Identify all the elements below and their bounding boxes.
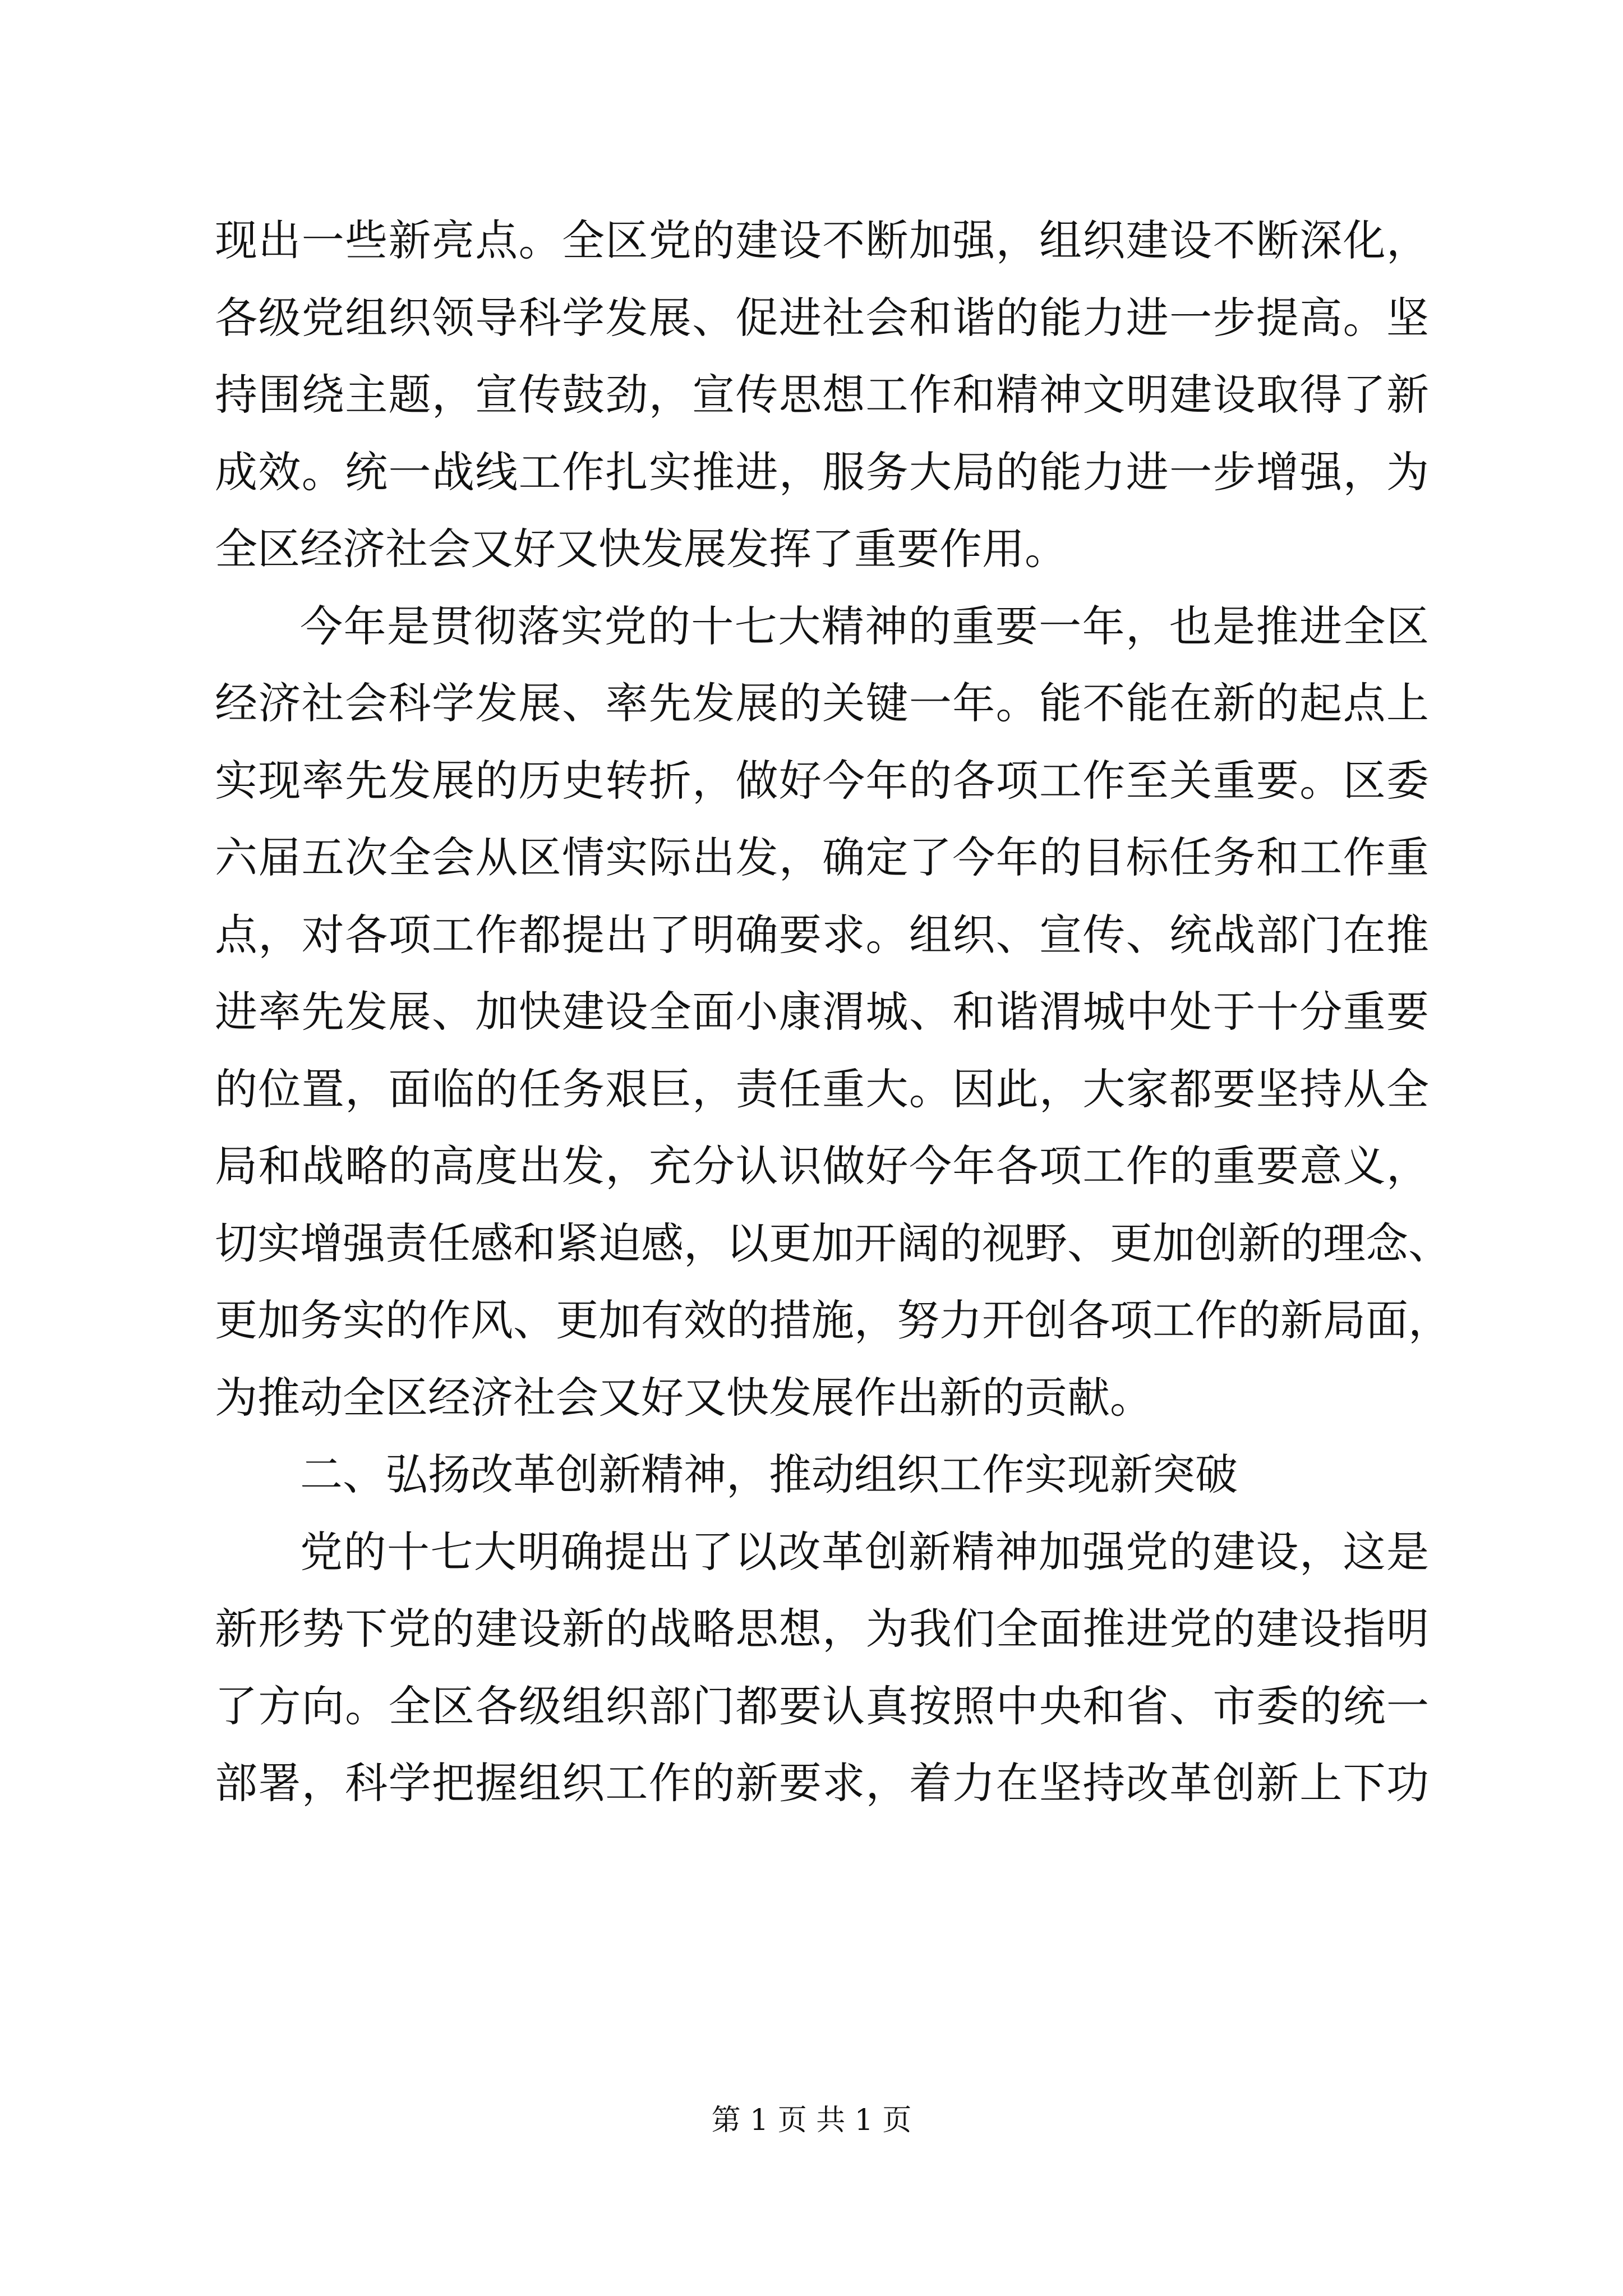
text-line: 成效。统一战线工作扎实推进，服务大局的能力进一步增强，为 <box>215 447 1429 497</box>
text-line: 六届五次全会从区情实际出发，确定了今年的目标任务和工作重 <box>215 832 1429 882</box>
text-line: 的位置，面临的任务艰巨，责任重大。因此，大家都要坚持从全 <box>215 1064 1429 1114</box>
text-line: 为推动全区经济社会又好又快发展作出新的贡献。 <box>215 1372 1152 1423</box>
text-line: 部署，科学把握组织工作的新要求，着力在坚持改革创新上下功 <box>215 1758 1429 1808</box>
text-line: 实现率先发展的历史转折，做好今年的各项工作至关重要。区委 <box>215 755 1429 806</box>
text-line: 切实增强责任感和紧迫感，以更加开阔的视野、更加创新的理念、 <box>215 1218 1451 1268</box>
text-line: 局和战略的高度出发，充分认识做好今年各项工作的重要意义， <box>215 1141 1429 1191</box>
paragraph-first-line: 党的十七大明确提出了以改革创新精神加强党的建设，这是 <box>300 1526 1429 1577</box>
section-heading: 二、弘扬改革创新精神，推动组织工作实现新突破 <box>300 1450 1238 1499</box>
text-line: 经济社会科学发展、率先发展的关键一年。能不能在新的起点上 <box>215 678 1429 728</box>
text-line: 新形势下党的建设新的战略思想，为我们全面推进党的建设指明 <box>215 1604 1429 1654</box>
text-line: 点，对各项工作都提出了明确要求。组织、宣传、统战部门在推 <box>215 909 1429 960</box>
text-line: 各级党组织领导科学发展、促进社会和谐的能力进一步提高。坚 <box>215 292 1429 343</box>
paragraph-first-line: 今年是贯彻落实党的十七大精神的重要一年，也是推进全区 <box>300 601 1429 651</box>
page-number: 第 1 页 共 1 页 <box>711 2104 912 2137</box>
text-line: 进率先发展、加快建设全面小康渭城、和谐渭城中处于十分重要 <box>215 987 1429 1037</box>
text-line: 更加务实的作风、更加有效的措施，努力开创各项工作的新局面， <box>215 1295 1451 1345</box>
text-line: 现出一些新亮点。全区党的建设不断加强，组织建设不断深化， <box>215 215 1429 265</box>
text-line: 了方向。全区各级组织部门都要认真按照中央和省、市委的统一 <box>215 1681 1429 1731</box>
text-line: 全区经济社会又好又快发展发挥了重要作用。 <box>215 524 1067 574</box>
page-footer <box>0 2101 1623 2140</box>
text-line: 持围绕主题，宣传鼓劲，宣传思想工作和精神文明建设取得了新 <box>215 370 1429 420</box>
body-text <box>215 202 1451 1822</box>
